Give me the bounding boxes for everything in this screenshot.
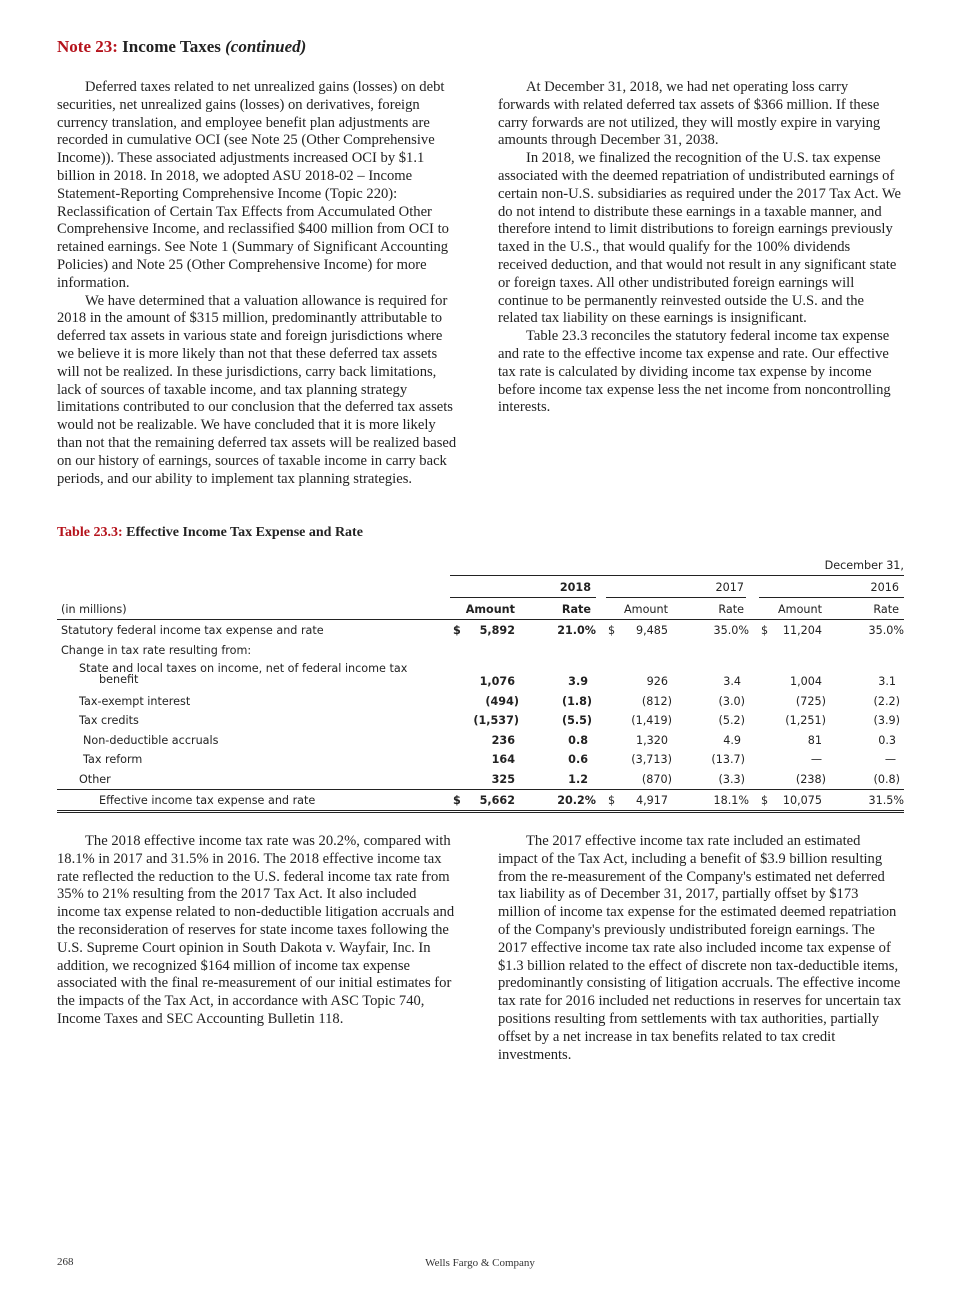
table-cell: (2.2) [873, 695, 900, 708]
col-amount: Rate [718, 603, 744, 616]
total-rule [57, 789, 904, 790]
table-cell: 20.2% [557, 794, 596, 807]
date-header: December 31, [824, 559, 904, 572]
table-cell: 1,004 [789, 675, 822, 688]
right-column-bottom [498, 833, 902, 1064]
table-cell: (3.0) [718, 695, 745, 708]
note-title [57, 37, 306, 57]
table-cell: 5,892 [479, 624, 515, 637]
col-rate: Rate [873, 603, 899, 616]
table-cell: 10,075 [782, 794, 822, 807]
row-label: Non-deductible accruals [83, 734, 219, 747]
table-cell: 3.9 [568, 675, 588, 688]
table-cell: 164 [491, 753, 515, 766]
table-cell: (1,537) [473, 714, 519, 727]
col-amount: Amount [465, 603, 515, 616]
table-cell: (1.8) [561, 695, 592, 708]
row-label: Tax-exempt interest [79, 695, 191, 708]
paragraph: At December 31, 2018, we had net operating loss carry forwards with related deferred tax assets of $366 million. If these carry forwards are not utilized, they will mostly expire in varying amounts through December 31, 2038. [498, 79, 881, 149]
currency-symbol: $ [761, 624, 769, 637]
table-cell: 18.1% [713, 794, 749, 807]
paragraph: In 2018, we finalized the recognition of the U.S. tax expense associated with the deemed repatriation of undistributed earnings of certain non-U.S. subsidiaries as required under the 2017 Tax Act. We do not intend to distribute these earnings in a taxable manner, and therefore intend to limit distributions to foreign earnings previously taxed in the U.S., that would qualify for the 100% dividends received deduction, and that would not result in any significant state or foreign taxes. All other undistributed foreign earnings will continue to be permanently reinvested outside the U.S. and the related tax liability on these earnings is insignificant. [498, 150, 901, 327]
table-cell: 325 [491, 773, 515, 786]
table-cell: (0.8) [873, 773, 900, 786]
header-rule [759, 597, 904, 598]
col-amount: Amount [624, 603, 668, 616]
table-cell: 0.3 [878, 734, 896, 747]
header-rule [606, 597, 746, 598]
row-label-line: benefit [99, 673, 139, 686]
table-cell: (3.9) [873, 714, 900, 727]
row-label: Other [79, 773, 111, 786]
table-cell: (13.7) [711, 753, 745, 766]
paragraph: Table 23.3 reconciles the statutory federal income tax expense and rate to the effective income tax expense and rate. Our effective tax rate is calculated by dividing income tax expense by income before income tax expense less the net income from noncontrolling interests. [498, 328, 891, 416]
table-cell: (3,713) [631, 753, 672, 766]
footer-company: Wells Fargo & Company [425, 1257, 535, 1269]
table-cell: (5.5) [561, 714, 592, 727]
right-column-top [498, 79, 902, 417]
table-cell: 11,204 [782, 624, 822, 637]
year-header-2016: 2016 [870, 581, 899, 594]
table-cell: 0.8 [568, 734, 588, 747]
units-label: (in millions) [61, 603, 127, 616]
table-cell: 4.9 [723, 734, 741, 747]
table-cell: 35.0% [868, 624, 904, 637]
table-cell: (870) [641, 773, 672, 786]
row-label: Tax credits [79, 714, 139, 727]
note-continued: (continued) [225, 37, 307, 56]
table-cell: (494) [485, 695, 519, 708]
currency-symbol: $ [761, 794, 769, 807]
paragraph: The 2018 effective income tax rate was 20.2%, compared with 18.1% in 2017 and 31.5% in 2016. The 2018 effective income tax rate reflected the reduction to the U.S. federal income tax rate from 35% to 21% resulting from the 2017 Tax Act. It also included income tax expense related to non-deductible litigation accruals and the reconsideration of reserves for state income taxes following the U.S. Supreme Court opinion in South Dakota v. Wayfair, Inc. In addition, we recognized $164 million of income tax expense associated with the final re-measurement of our initial estimates for the impacts of the Tax Act, in accordance with ASC Topic 740, Income Taxes and SEC Accounting Bulletin 118. [57, 833, 455, 1027]
paragraph: The 2017 effective income tax rate included an estimated impact of the Tax Act, including a benefit of $3.9 billion resulting from the re-measurement of the Company's estimated net deferred tax liability as of December 31, 2017, partially offset by $173 million of income tax expense for the estimated deemed repatriation of the Company's previously undistributed foreign earnings. The 2017 effective income tax rate also included income tax expense of $1.3 billion related to the effect of discrete non tax-deductible items, predominantly consisting of litigation accruals. The effective income tax rate for 2016 included net reductions in reserves for uncertain tax positions resulting from settlements with tax authorities, partially offset by a net increase in tax benefits related to tax credit investments. [498, 833, 902, 1063]
row-label [79, 663, 407, 685]
table-cell: 3.1 [878, 675, 896, 688]
col-rate: Rate [561, 603, 591, 616]
table-cell: 5,662 [479, 794, 515, 807]
table-label: Table 23.3: [57, 525, 123, 540]
col-amount: Amount [778, 603, 822, 616]
paragraph: Deferred taxes related to net unrealized gains (losses) on debt securities, net unrealized gains (losses) on derivatives, foreign currency translation, and employee benefit plan adjustments are recorded in cumulative OCI (see Note 25 (Other Comprehensive Income)). These associated adjustments increased OCI by $1.1 billion in 2018. In 2018, we adopted ASU 2018-02 – Income Statement-Reporting Comprehensive Income (Topic 220): Reclassification of Certain Tax Effects from Accumulated Other Comprehensive Income, and reclassified $400 million from OCI to retained earnings. See Note 1 (Summary of Significant Accounting Policies) and Note 25 (Other Comprehensive Income) for more information. [57, 79, 449, 291]
table-cell: 4,917 [635, 794, 668, 807]
table-cell: (1,419) [631, 714, 672, 727]
row-label: Change in tax rate resulting from: [61, 644, 252, 657]
page-number: 268 [57, 1256, 74, 1268]
year-header-2017: 2017 [715, 581, 744, 594]
table-cell: (812) [641, 695, 672, 708]
header-rule [57, 619, 904, 620]
table-cell: 31.5% [868, 794, 904, 807]
currency-symbol: $ [608, 624, 616, 637]
table-cell: 1,076 [479, 675, 515, 688]
table-cell: 1,320 [635, 734, 668, 747]
note-label: Note 23: [57, 37, 118, 56]
table-cell: 236 [491, 734, 515, 747]
left-column-top [57, 79, 463, 488]
currency-symbol: $ [453, 624, 461, 637]
table-title-text: Effective Income Tax Expense and Rate [126, 525, 363, 540]
header-rule [450, 597, 596, 598]
table-cell: 81 [807, 734, 822, 747]
note-title-text: Income Taxes [122, 37, 221, 56]
table-cell: 926 [646, 675, 668, 688]
row-label-line: State and local taxes on income, net of federal income tax [79, 662, 408, 675]
left-column-bottom [57, 833, 463, 1029]
tax-rate-table [57, 556, 904, 814]
table-cell: 9,485 [635, 624, 668, 637]
table-cell: 0.6 [568, 753, 588, 766]
table-cell: 21.0% [557, 624, 596, 637]
row-label: Statutory federal income tax expense and rate [61, 624, 324, 637]
table-cell: (5.2) [718, 714, 745, 727]
table-cell: — [884, 753, 896, 766]
table-cell: (725) [795, 695, 826, 708]
total-double-rule [57, 812, 904, 813]
table-title [57, 525, 363, 541]
table-cell: (3.3) [718, 773, 745, 786]
table-cell: 35.0% [713, 624, 749, 637]
table-cell: — [810, 753, 822, 766]
total-double-rule [57, 810, 904, 811]
header-rule [450, 575, 904, 576]
table-cell: 1.2 [568, 773, 588, 786]
row-label: Tax reform [83, 753, 143, 766]
table-cell: (1,251) [785, 714, 826, 727]
currency-symbol: $ [453, 794, 461, 807]
table-cell: (238) [795, 773, 826, 786]
year-header-2018: 2018 [559, 581, 591, 594]
paragraph: We have determined that a valuation allowance is required for 2018 in the amount of $315 million, predominantly attributable to deferred tax assets in various state and foreign jurisdictions where we believe it is more likely than not that these deferred tax assets will not be realized. In these jurisdictions, carry back limitations, lack of sources of taxable income, and tax planning strategy limitations contributed to our conclusion that the deferred tax assets would not be realizable. We have concluded that it is more likely than not that the remaining deferred tax assets will be realized based on our history of earnings, sources of taxable income in carry back periods, and our ability to implement tax planning strategies. [57, 292, 457, 487]
table-cell: 3.4 [723, 675, 741, 688]
row-label: Effective income tax expense and rate [99, 794, 316, 807]
currency-symbol: $ [608, 794, 616, 807]
